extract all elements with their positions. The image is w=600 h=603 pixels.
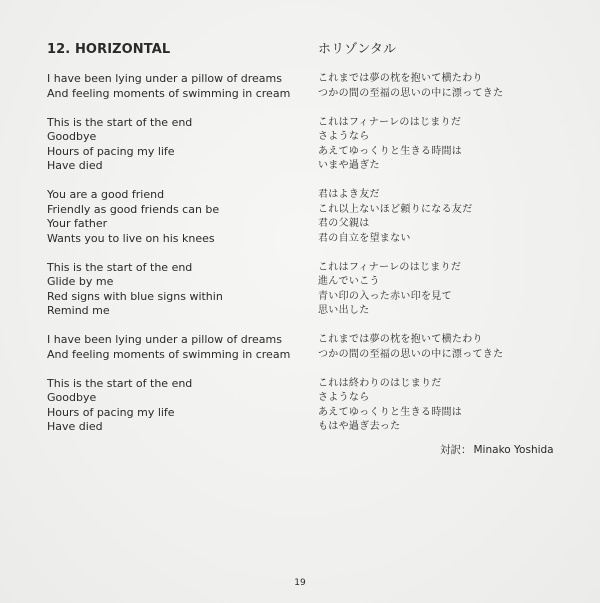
english-stanza-2: [47, 116, 297, 174]
lyric-line: これ以上ないほど頼りになる友だ: [318, 203, 473, 215]
japanese-stanza-5: [318, 333, 568, 362]
lyric-line: Your father: [47, 217, 108, 230]
english-stanza-6: [47, 377, 297, 435]
lyric-line: Have died: [47, 159, 103, 172]
lyric-line: Hours of pacing my life: [47, 405, 175, 419]
lyric-line: Hours of pacing my life: [47, 144, 175, 158]
english-stanza-5: [47, 333, 297, 362]
translator-credit-label: 対訳：: [440, 444, 472, 456]
lyric-line: さようなら: [318, 131, 370, 142]
lyric-line: I have been lying under a pillow of dreams: [47, 72, 282, 85]
lyric-line: いまや過ぎた: [318, 160, 380, 171]
lyric-line: Goodbye: [47, 130, 97, 143]
song-title-japanese: ホリゾンタル: [318, 42, 397, 57]
lyric-line: あえてゆっくりと生きる時間は: [318, 406, 463, 418]
lyric-line: 進んでいこう: [318, 276, 380, 287]
lyric-line: Friendly as good friends can be: [47, 202, 220, 216]
lyric-line: つかの間の至福の思いの中に漂ってきた: [318, 87, 504, 99]
lyric-line: これはフィナーレのはじまりだ: [318, 261, 462, 273]
lyric-line: And feeling moments of swimming in cream: [47, 86, 291, 100]
translator-name: Minako Yoshida: [473, 444, 554, 456]
japanese-stanza-3: [318, 188, 568, 246]
lyric-line: You are a good friend: [47, 188, 165, 201]
lyric-line: 君の自立を望まない: [318, 232, 411, 244]
lyric-line: 思い出した: [318, 305, 370, 316]
lyric-line: This is the start of the end: [47, 260, 193, 274]
lyric-line: Red signs with blue signs within: [47, 289, 223, 303]
japanese-stanza-6: [318, 377, 568, 435]
page-number: 19: [294, 578, 306, 588]
lyric-line: 青い印の入った赤い印を見て: [318, 290, 452, 302]
japanese-lyrics-column: [318, 40, 568, 449]
lyric-line: I have been lying under a pillow of dreams: [47, 333, 282, 346]
english-stanza-3: [47, 188, 297, 246]
lyric-line: This is the start of the end: [47, 376, 193, 390]
lyric-line: さようなら: [318, 392, 370, 403]
translator-credit: [440, 443, 554, 457]
lyric-line: これまでは夢の枕を抱いて横たわり: [318, 334, 483, 345]
lyric-line: これはフィナーレのはじまりだ: [318, 116, 462, 128]
english-lyrics-column: [47, 40, 297, 449]
lyric-line: Glide by me: [47, 275, 114, 288]
japanese-stanza-1: [318, 72, 568, 101]
lyric-line: Goodbye: [47, 391, 97, 404]
lyric-line: Remind me: [47, 304, 110, 317]
english-stanza-1: [47, 72, 297, 101]
english-stanza-4: [47, 261, 297, 319]
lyric-line: これまでは夢の枕を抱いて横たわり: [318, 73, 483, 84]
lyric-line: This is the start of the end: [47, 115, 193, 129]
lyric-line: Wants you to live on his knees: [47, 231, 215, 245]
lyric-line: Have died: [47, 420, 103, 433]
song-title-english: 12. HORIZONTAL: [47, 42, 171, 57]
lyric-line: これは終わりのはじまりだ: [318, 377, 442, 389]
lyric-line: あえてゆっくりと生きる時間は: [318, 145, 463, 157]
japanese-stanza-4: [318, 261, 568, 319]
japanese-stanza-2: [318, 116, 568, 174]
lyric-line: 君はよき友だ: [318, 189, 380, 200]
lyric-line: つかの間の至福の思いの中に漂ってきた: [318, 348, 504, 360]
lyric-line: もはや過ぎ去った: [318, 421, 401, 432]
lyric-line: 君の父親は: [318, 218, 370, 229]
lyric-line: And feeling moments of swimming in cream: [47, 347, 291, 361]
